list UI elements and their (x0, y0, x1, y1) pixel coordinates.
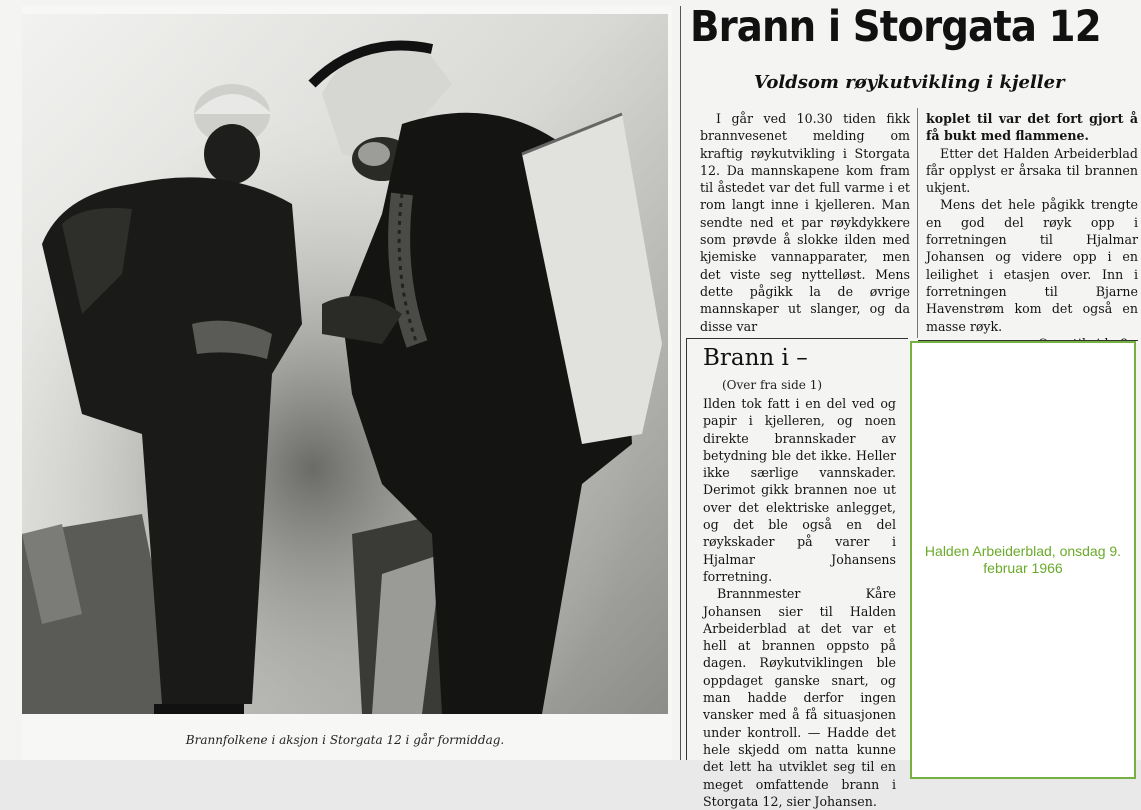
box-border (686, 338, 908, 339)
article-paragraph: Etter det Halden Arbeiderblad får opplyst er årsaka til brannen ukjent. (926, 145, 1138, 196)
article-paragraph: Mens det hele pågikk trengte en god del røyk opp i forretningen til Hjalmar Johansen og videre opp i en leilighet i etasjen over. Inn i forretningen til Bjarne Havenstrøm kom det også en masse røyk. (926, 197, 1138, 334)
subheadline: Voldsom røykutvikling i kjeller (754, 72, 1065, 93)
continuation-column (703, 395, 896, 810)
article-column-2 (926, 110, 1138, 352)
headline: Brann i Storgata 12 (690, 2, 1101, 52)
article-column-1 (700, 110, 910, 335)
column-divider (680, 6, 681, 760)
continuation-from: (Over fra side 1) (722, 378, 823, 392)
firefighters-photo (22, 14, 668, 714)
column-divider (917, 108, 918, 338)
continuation-heading: Brann i – (703, 345, 808, 371)
article-paragraph: koplet til var det fort gjort å få bukt med flammene. (926, 111, 1138, 144)
source-note-text: Halden Arbeiderblad, onsdag 9. februar 1966 (924, 543, 1122, 576)
photo-caption: Brannfolkene i aksjon i Storgata 12 i går formiddag. (185, 733, 505, 747)
source-note-box (910, 341, 1136, 779)
article-paragraph: Ilden tok fatt i en del ved og papir i kjelleren, og noen direkte brannskader av betydning ble det ikke. Heller ikke særlige vannskader. Derimot gikk brannen noe ut over det elektriske anlegget, og det ble også en del røykskader på varer i Hjalmar Johansens forretning. (703, 396, 896, 584)
article-paragraph: Brannmester Kåre Johansen sier til Halden Arbeiderblad at det var et hell at brannen oppsto på dagen. Røykutviklingen ble oppdaget ganske snart, og man hadde derfor ingen vansker med å få situasjonen under kontroll. — Hadde det hele skjedd om natta kunne det lett ha utviklet seg til en meget omfattende brann i Storgata 12, sier Johansen. (703, 586, 896, 809)
box-border (686, 338, 687, 760)
photo-column (22, 6, 672, 760)
article-paragraph: I går ved 10.30 tiden fikk brannvesenet melding om kraftig røykutvikling i Storgata 12. Da mannskapene kom fram til åstedet var det full varme i et rom langt inne i kjelleren. Man sendte ned et par røykdykkere som prøvde å slokke ilden med kjemiske vannapparater, men det viste seg nyttelløst. Mens dette pågikk la de øvrige mannskaper ut slanger, og da disse var (700, 111, 910, 334)
